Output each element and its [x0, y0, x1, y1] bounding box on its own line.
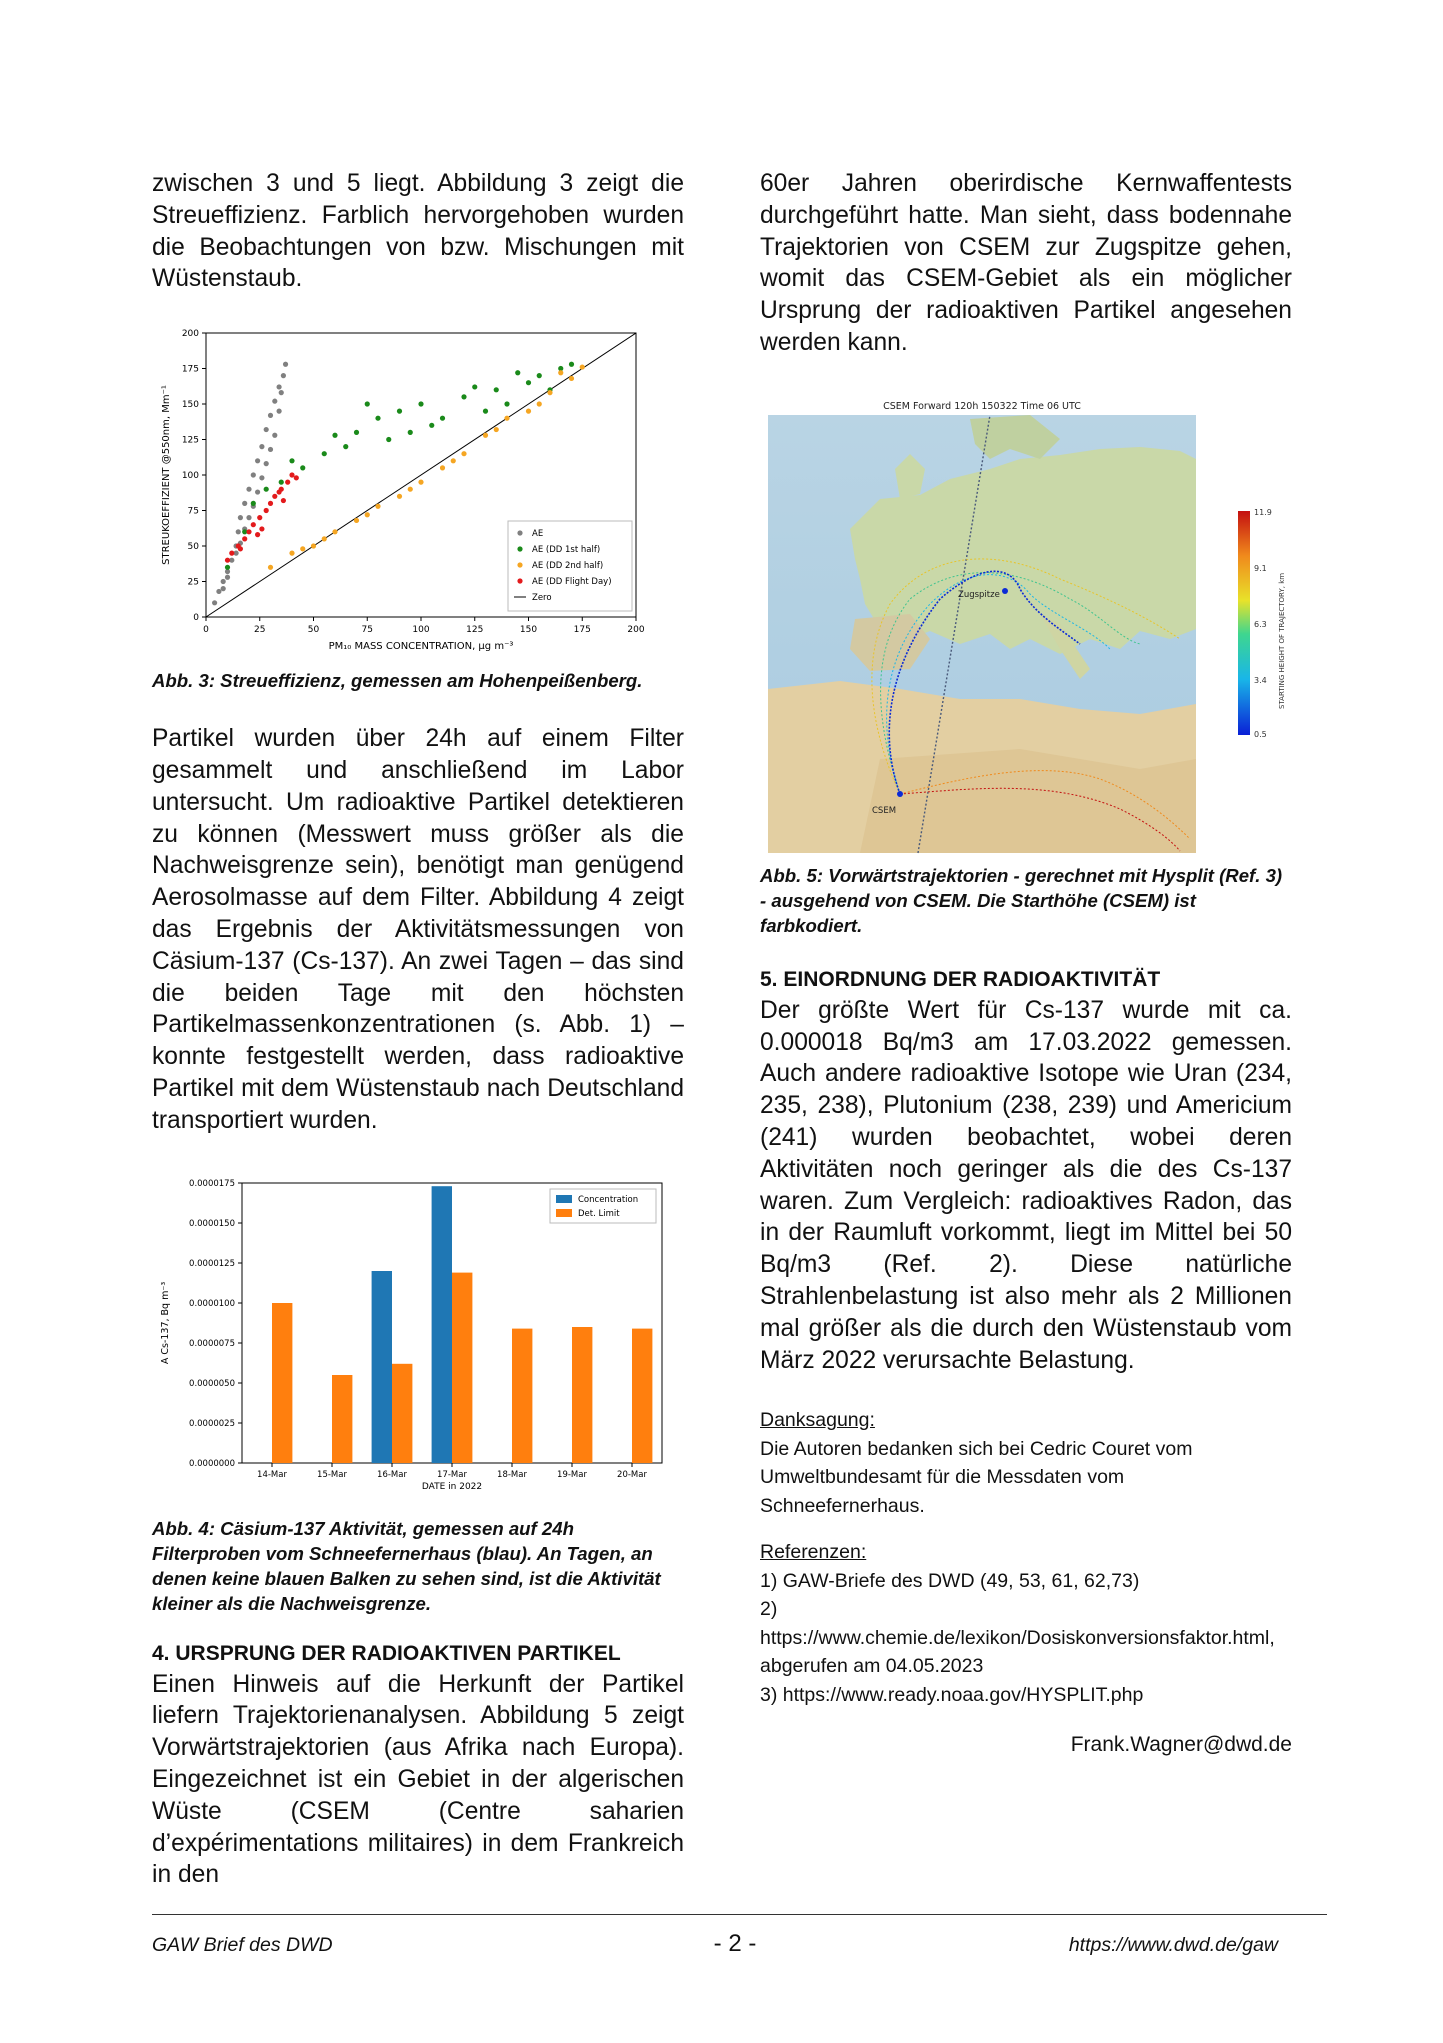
- scatter-point: [526, 409, 531, 414]
- scatter-point: [289, 473, 294, 478]
- scatter-point: [259, 527, 264, 532]
- y-tick-label: 0.0000075: [189, 1338, 235, 1349]
- x-tick-label: 0: [203, 625, 209, 636]
- scatter-point: [483, 433, 488, 438]
- scatter-point: [289, 458, 294, 463]
- scatter-point: [440, 416, 445, 421]
- scatter-point: [229, 551, 234, 556]
- scatter-point: [294, 475, 299, 480]
- scatter-point: [558, 370, 563, 375]
- x-tick-label: 175: [573, 625, 591, 636]
- scatter-point: [504, 416, 509, 421]
- scatter-point: [332, 433, 337, 438]
- scatter-point: [354, 518, 359, 523]
- bar: [392, 1363, 412, 1462]
- figure-5-caption: Abb. 5: Vorwärtstrajektorien - gerechnet mit Hysplit (Ref. 3) - ausgehend von CSEM. Die Starthöhe (CSEM) ist farbkodiert.: [760, 864, 1283, 936]
- scatter-point: [225, 565, 230, 570]
- y-tick-label: 100: [181, 471, 199, 482]
- scatter-point: [386, 437, 391, 442]
- scatter-point: [283, 362, 288, 367]
- scatter-point: [451, 458, 456, 463]
- x-tick-label: 200: [627, 625, 645, 636]
- scatter-point: [279, 480, 284, 485]
- scatter-point: [279, 390, 284, 395]
- scatter-point: [225, 558, 230, 563]
- scatter-point: [255, 458, 260, 463]
- scatter-point: [580, 365, 585, 370]
- x-tick-label: 20-Mar: [617, 1469, 647, 1480]
- colorbar-tick: 0.5: [1254, 729, 1267, 739]
- y-axis-label: A Cs-137, Bq m⁻³: [160, 1281, 171, 1364]
- legend-label: Det. Limit: [578, 1208, 620, 1219]
- scatter-point: [311, 544, 316, 549]
- scatter-point: [221, 579, 226, 584]
- scatter-point: [246, 529, 251, 534]
- scatter-point: [515, 370, 520, 375]
- scatter-point: [408, 487, 413, 492]
- y-tick-label: 125: [181, 435, 199, 446]
- legend-label: Concentration: [578, 1194, 639, 1205]
- section-4-heading: [152, 1638, 684, 1669]
- legend-label: AE: [532, 529, 544, 540]
- x-tick-label: 14-Mar: [257, 1469, 287, 1480]
- scatter-point: [257, 515, 262, 520]
- references-heading: Referenzen:: [760, 1541, 867, 1564]
- left-column: [152, 168, 684, 1891]
- scatter-point: [375, 416, 380, 421]
- y-tick-label: 0.0000050: [189, 1378, 235, 1389]
- figure-4-caption: Abb. 4: Cäsium-137 Aktivität, gemessen auf 24h Filterproben vom Schneefernerhaus (blau). An Tagen, an denen keine blauen Balken zu sehen sind, ist die Aktivität kleiner als die Nachweisgrenze.: [152, 1517, 661, 1614]
- scatter-point: [246, 487, 251, 492]
- scatter-point: [440, 465, 445, 470]
- scatter-point: [365, 402, 370, 407]
- legend-marker: [517, 563, 522, 568]
- scatter-point: [255, 490, 260, 495]
- x-tick-label: 100: [412, 625, 430, 636]
- y-tick-label: 50: [187, 542, 199, 553]
- y-tick-label: 175: [181, 364, 199, 375]
- y-tick-label: 0.0000125: [189, 1258, 235, 1269]
- y-tick-label: 200: [181, 329, 199, 340]
- scatter-point: [272, 399, 277, 404]
- zugspitze-marker: [1002, 588, 1008, 594]
- y-axis-label: STREUKOEFFIZIENT @550nm, Mm⁻¹: [161, 385, 172, 566]
- y-tick-label: 0.0000025: [189, 1418, 235, 1429]
- scatter-point: [255, 532, 260, 537]
- x-tick-label: 15-Mar: [317, 1469, 347, 1480]
- colorbar-tick: 9.1: [1254, 563, 1267, 573]
- colorbar-scale: [1238, 511, 1250, 735]
- scatter-point: [397, 494, 402, 499]
- reference-item: 3) https://www.ready.noaa.gov/HYSPLIT.php: [760, 1683, 1144, 1706]
- right-paragraph-2: Der größte Wert für Cs-137 wurde mit ca. 0.000018 Bq/m3 am 17.03.2022 gemessen. Auch andere radioaktive Isotope wie Uran (234, 235, 238), Plutonium (238, 239) und Americium (241) wurden beobachtet, wobei deren Aktivitäten noch geringer als die des Cs-137 waren. Zum Vergleich: radioaktives Radon, das in der Raumluft vorkommt, liegt im Mittel bei 50 Bq/m3 (Ref. 2). Diese natürliche Strahlenbelastung ist also mehr als 2 Millionen mal größer als die durch den Wüstenstaub vom März 2022 verursachte Belastung.: [760, 996, 1292, 1374]
- x-tick-label: 18-Mar: [497, 1469, 527, 1480]
- footer-divider: [152, 1914, 1327, 1915]
- scatter-point: [268, 413, 273, 418]
- scatter-point: [322, 451, 327, 456]
- x-axis-label: PM₁₀ MASS CONCENTRATION, µg m⁻³: [328, 641, 514, 653]
- x-tick-label: 17-Mar: [437, 1469, 467, 1480]
- scatter-point: [418, 402, 423, 407]
- scatter-point: [268, 565, 273, 570]
- y-tick-label: 0.0000000: [189, 1458, 235, 1469]
- section-5-title: EINORDNUNG DER RADIOAKTIVITÄT: [783, 967, 1161, 991]
- x-tick-label: 19-Mar: [557, 1469, 587, 1480]
- scatter-point: [251, 522, 256, 527]
- x-tick-label: 25: [254, 625, 266, 636]
- scatter-point: [281, 498, 286, 503]
- legend-label: AE (DD Flight Day): [532, 577, 612, 588]
- scatter-point: [236, 529, 241, 534]
- scatter-point: [569, 362, 574, 367]
- x-tick-label: 75: [361, 625, 373, 636]
- scatter-point: [221, 586, 226, 591]
- scatter-point: [272, 494, 277, 499]
- scatter-point: [246, 515, 251, 520]
- scatter-point: [268, 501, 273, 506]
- scatter-point: [504, 402, 509, 407]
- bar: [452, 1272, 472, 1462]
- scatter-point: [289, 551, 294, 556]
- csem-label: CSEM: [872, 805, 897, 816]
- scatter-point: [264, 427, 269, 432]
- scatter-point: [251, 501, 256, 506]
- scatter-point: [259, 475, 264, 480]
- acknowledgement-text: Die Autoren bedanken sich bei Cedric Couret vom Umweltbundesamt für die Messdaten vom Schneefernerhaus.: [760, 1437, 1193, 1517]
- section-5-heading: [760, 964, 1292, 995]
- scatter-point: [537, 373, 542, 378]
- bar: [632, 1328, 652, 1462]
- colorbar-label: STARTING HEIGHT OF TRAJECTORY, km: [1278, 572, 1286, 709]
- scatter-point: [272, 433, 277, 438]
- section-5-number: 5.: [760, 967, 778, 991]
- scatter-point: [285, 480, 290, 485]
- colorbar: [1238, 508, 1286, 739]
- scatter-point: [494, 387, 499, 392]
- scatter-point: [251, 473, 256, 478]
- scatter-point: [277, 385, 282, 390]
- legend-marker: [517, 579, 522, 584]
- left-paragraph-2: Partikel wurden über 24h auf einem Filter gesammelt und anschließend im Labor untersucht. Um radioaktive Partikel detektieren zu können (Messwert muss größer als die Nachweisgrenze sein), benötigt man genügend Aerosolmasse auf dem Filter. Abbildung 4 zeigt das Ergebnis der Aktivitätsmessungen von Cäsium-137 (Cs-137). An zwei Tagen – das sind die beiden Tage mit den höchsten Partikelmassenkonzentrationen (s. Abb. 1) – konnte festgestellt werden, dass radioaktive Partikel mit dem Wüstenstaub nach Deutschland transportiert wurden.: [152, 725, 684, 1134]
- bar: [372, 1271, 392, 1463]
- scatter-point: [569, 376, 574, 381]
- y-tick-label: 0.0000150: [189, 1218, 235, 1229]
- section-4-title: URSPRUNG DER RADIOAKTIVEN PARTIKEL: [175, 1641, 621, 1665]
- scatter-point: [238, 515, 243, 520]
- reference-item: 1) GAW-Briefe des DWD (49, 53, 61, 62,73): [760, 1569, 1140, 1592]
- scatter-point: [238, 546, 243, 551]
- legend-marker: [517, 531, 522, 536]
- scatter-point: [277, 409, 282, 414]
- legend-marker: [556, 1209, 572, 1217]
- section-4-number: 4.: [152, 1641, 170, 1665]
- right-column: [760, 168, 1292, 1760]
- x-tick-label: 125: [466, 625, 484, 636]
- scatter-point: [408, 430, 413, 435]
- y-tick-label: 0.0000100: [189, 1298, 235, 1309]
- colorbar-tick: 11.9: [1254, 507, 1272, 517]
- scatter-point: [332, 529, 337, 534]
- scatter-point: [225, 575, 230, 580]
- scatter-point: [281, 373, 286, 378]
- scatter-chart: [152, 323, 684, 653]
- csem-marker: [897, 791, 903, 797]
- scatter-point: [242, 501, 247, 506]
- legend-marker: [556, 1195, 572, 1203]
- right-paragraph-1: 60er Jahren oberirdische Kernwaffentests durchgeführt hatte. Man sieht, dass bodennahe Trajektorien von CSEM zur Zugspitze gehen, womit das CSEM-Gebiet als ein möglicher Ursprung der radioaktiven Partikel angesehen werden kann.: [760, 170, 1292, 356]
- scatter-point: [300, 465, 305, 470]
- zugspitze-label: Zugspitze: [958, 589, 1000, 600]
- scatter-point: [264, 508, 269, 513]
- scatter-point: [268, 447, 273, 452]
- bar-chart: [152, 1173, 684, 1501]
- scatter-point: [461, 394, 466, 399]
- reference-item: 2) https://www.chemie.de/lexikon/Dosiskonversionsfaktor.html, abgerufen am 04.05.2023: [760, 1598, 1275, 1678]
- scatter-point: [277, 490, 282, 495]
- scatter-point: [397, 409, 402, 414]
- figure-5: [760, 399, 1292, 859]
- scatter-point: [322, 536, 327, 541]
- scatter-point: [216, 589, 221, 594]
- scatter-point: [264, 487, 269, 492]
- legend-marker: [517, 547, 522, 552]
- x-tick-label: 16-Mar: [377, 1469, 407, 1480]
- left-paragraph-3: Einen Hinweis auf die Herkunft der Partikel liefern Trajektorienanalysen. Abbildung 5 zeigt Vorwärtstrajektorien (aus Afrika nach Europa). Eingezeichnet ist ein Gebiet in der algerischen Wüste (CSEM (Centre saharien d’expérimentations militaires) in dem Frankreich in den: [152, 1670, 684, 1889]
- scatter-point: [547, 390, 552, 395]
- acknowledgement-heading: Danksagung:: [760, 1409, 875, 1432]
- legend-label: AE (DD 1st half): [532, 545, 601, 556]
- scatter-point: [526, 380, 531, 385]
- scatter-point: [461, 451, 466, 456]
- scatter-point: [212, 600, 217, 605]
- x-axis-label: DATE in 2022: [421, 1481, 483, 1492]
- colorbar-tick: 3.4: [1254, 675, 1267, 685]
- y-tick-label: 0: [193, 613, 199, 624]
- legend-label: Zero: [532, 593, 552, 604]
- scatter-point: [242, 536, 247, 541]
- scatter-point: [494, 427, 499, 432]
- scatter-point: [418, 480, 423, 485]
- scatter-point: [343, 444, 348, 449]
- scatter-point: [365, 512, 370, 517]
- y-tick-label: 0.0000175: [189, 1178, 235, 1189]
- footer-publication: GAW Brief des DWD: [152, 1934, 333, 1956]
- x-tick-label: 150: [519, 625, 538, 636]
- bar: [512, 1328, 532, 1462]
- scatter-point: [483, 409, 488, 414]
- legend-label: AE (DD 2nd half): [532, 561, 604, 572]
- figure-3: [152, 323, 684, 658]
- bar: [432, 1186, 452, 1463]
- y-tick-label: 25: [187, 577, 199, 588]
- y-tick-label: 150: [181, 400, 199, 411]
- trajectory-map: [760, 399, 1292, 859]
- scatter-point: [472, 385, 477, 390]
- scatter-point: [429, 423, 434, 428]
- footer-url[interactable]: https://www.dwd.de/gaw: [1068, 1934, 1278, 1956]
- scatter-point: [375, 504, 380, 509]
- scatter-point: [354, 430, 359, 435]
- map-title: CSEM Forward 120h 150322 Time 06 UTC: [883, 400, 1081, 412]
- y-tick-label: 75: [187, 506, 199, 517]
- scatter-point: [259, 444, 264, 449]
- scatter-point: [537, 402, 542, 407]
- footer-page-number: - 2 -: [713, 1930, 757, 1957]
- figure-4: [152, 1173, 684, 1506]
- bar: [272, 1303, 292, 1463]
- left-paragraph-1: zwischen 3 und 5 liegt. Abbildung 3 zeigt die Streueffizienz. Farblich hervorgehoben wurden die Beobachtungen von bzw. Mischungen mit Wüstenstaub.: [152, 170, 684, 293]
- colorbar-tick: 6.3: [1254, 619, 1267, 629]
- bar: [332, 1375, 352, 1463]
- author-email[interactable]: Frank.Wagner@dwd.de: [1070, 1733, 1292, 1757]
- figure-3-caption: Abb. 3: Streueffizienz, gemessen am Hohenpeißenberg.: [152, 670, 643, 692]
- scatter-point: [264, 461, 269, 466]
- x-tick-label: 50: [307, 625, 320, 636]
- bar: [572, 1327, 592, 1463]
- scatter-point: [300, 546, 305, 551]
